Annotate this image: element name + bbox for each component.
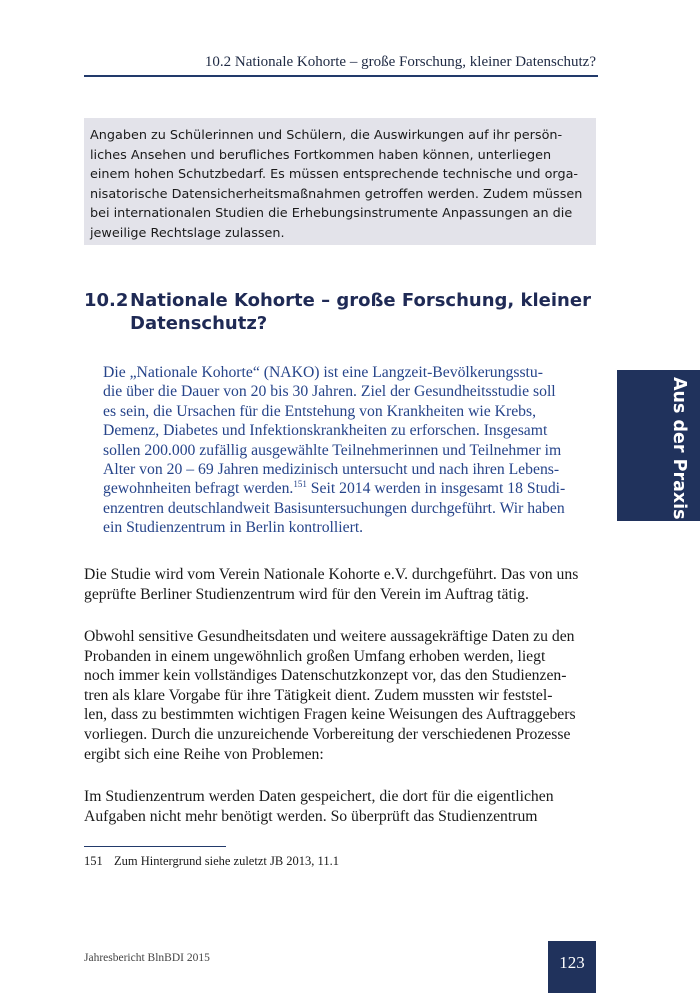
paragraph-line: Obwohl sensitive Gesundheitsdaten und weitere aussagekräftige Daten zu den: [84, 628, 575, 645]
summary-line: Alter von 20 – 69 Jahren medizinisch untersucht und nach ihren Lebens-: [103, 461, 560, 479]
footnote-rule: [84, 846, 226, 847]
section-heading: [84, 289, 604, 335]
paragraph-line: len, dass zu bestimmten wichtigen Fragen keine Weisungen des Auftraggebers: [84, 706, 576, 724]
paragraph-3: [84, 787, 596, 826]
header-rule: [84, 75, 598, 77]
paragraph-line: vorliegen. Durch die unzureichende Vorbereitung der verschiedenen Prozesse: [84, 725, 571, 743]
summary-line: sollen 200.000 zufällig ausgewählte Teilnehmerinnen und Teilnehmer im: [103, 441, 562, 459]
paragraph-line: ergibt sich eine Reihe von Problemen:: [84, 745, 324, 763]
paragraph-2: [84, 627, 596, 764]
summary-line: Die „Nationale Kohorte“ (NAKO) ist eine Langzeit-Bevölkerungsstu-: [103, 364, 543, 381]
footnote-number: 151: [84, 854, 103, 868]
paragraph-line: Im Studienzentrum werden Daten gespeichert, die dort für die eigentlichen: [84, 788, 554, 805]
summary-line: es sein, die Ursachen für die Entstehung von Krankheiten wie Krebs,: [103, 402, 537, 420]
footnote-text: Zum Hintergrund siehe zuletzt JB 2013, 11.1: [114, 854, 339, 868]
footer-report-name: Jahresbericht BlnBDI 2015: [84, 952, 210, 964]
paragraph-1: [84, 565, 596, 604]
summary-line: Demenz, Diabetes und Infektionskrankheiten zu erforschen. Insgesamt: [103, 422, 548, 440]
paragraph-line: Die Studie wird vom Verein Nationale Kohorte e.V. durchgeführt. Das von uns: [84, 566, 579, 583]
section-title-line1: Nationale Kohorte – große Forschung, kleiner: [130, 290, 591, 311]
info-box-line: nisatorische Datensicherheitsmaßnahmen getroffen werden. Zudem müssen: [90, 186, 583, 202]
info-box-line: einem hohen Schutzbedarf. Es müssen entsprechende technische und orga-: [90, 167, 579, 182]
summary-line: die über die Dauer von 20 bis 30 Jahren. Ziel der Gesundheitsstudie soll: [103, 383, 556, 401]
side-tab-label: Aus der Praxis: [669, 377, 689, 520]
paragraph-line: noch immer kein vollständiges Datenschutzkonzept vor, das den Studienzen-: [84, 667, 567, 685]
section-title-line2: Datenschutz?: [130, 313, 268, 334]
info-box: [84, 118, 596, 245]
paragraph-line: Aufgaben nicht mehr benötigt werden. So überprüft das Studienzentrum: [84, 807, 538, 825]
paragraph-line: tren als klare Vorgabe für ihre Tätigkeit dient. Zudem mussten wir feststel-: [84, 686, 553, 704]
summary-line-text: gewohnheiten befragt werden.: [103, 480, 294, 498]
paragraph-line: geprüfte Berliner Studienzentrum wird für den Verein im Auftrag tätig.: [84, 585, 529, 603]
info-box-line: bei internationalen Studien die Erhebungsinstrumente Anpassungen an die: [90, 206, 573, 221]
info-box-line: jeweilige Rechtslage zulassen.: [90, 225, 285, 241]
summary-line: enzentren deutschlandweit Basisuntersuchungen durchgeführt. Wir haben: [103, 499, 565, 517]
summary-line: [103, 479, 589, 498]
summary-line-text: Seit 2014 werden in insgesamt 18 Studi-: [306, 480, 566, 498]
paragraph-line: Probanden in einem ungewöhnlich großen Umfang erhoben werden, liegt: [84, 647, 546, 665]
footnote-reference[interactable]: 151: [293, 479, 307, 490]
info-box-line: Angaben zu Schülerinnen und Schülern, die Auswirkungen auf ihr persön-: [90, 128, 563, 143]
page-number: 123: [548, 941, 596, 993]
section-number: 10.2: [84, 290, 129, 311]
summary-block: [103, 363, 589, 538]
side-tab: [617, 370, 700, 521]
summary-line: ein Studienzentrum in Berlin kontrolliert.: [103, 519, 364, 537]
running-header: 10.2 Nationale Kohorte – große Forschung, kleiner Datenschutz?: [204, 54, 596, 70]
footnote: [84, 854, 339, 869]
info-box-line: liches Ansehen und berufliches Fortkommen haben können, unterliegen: [90, 147, 552, 163]
